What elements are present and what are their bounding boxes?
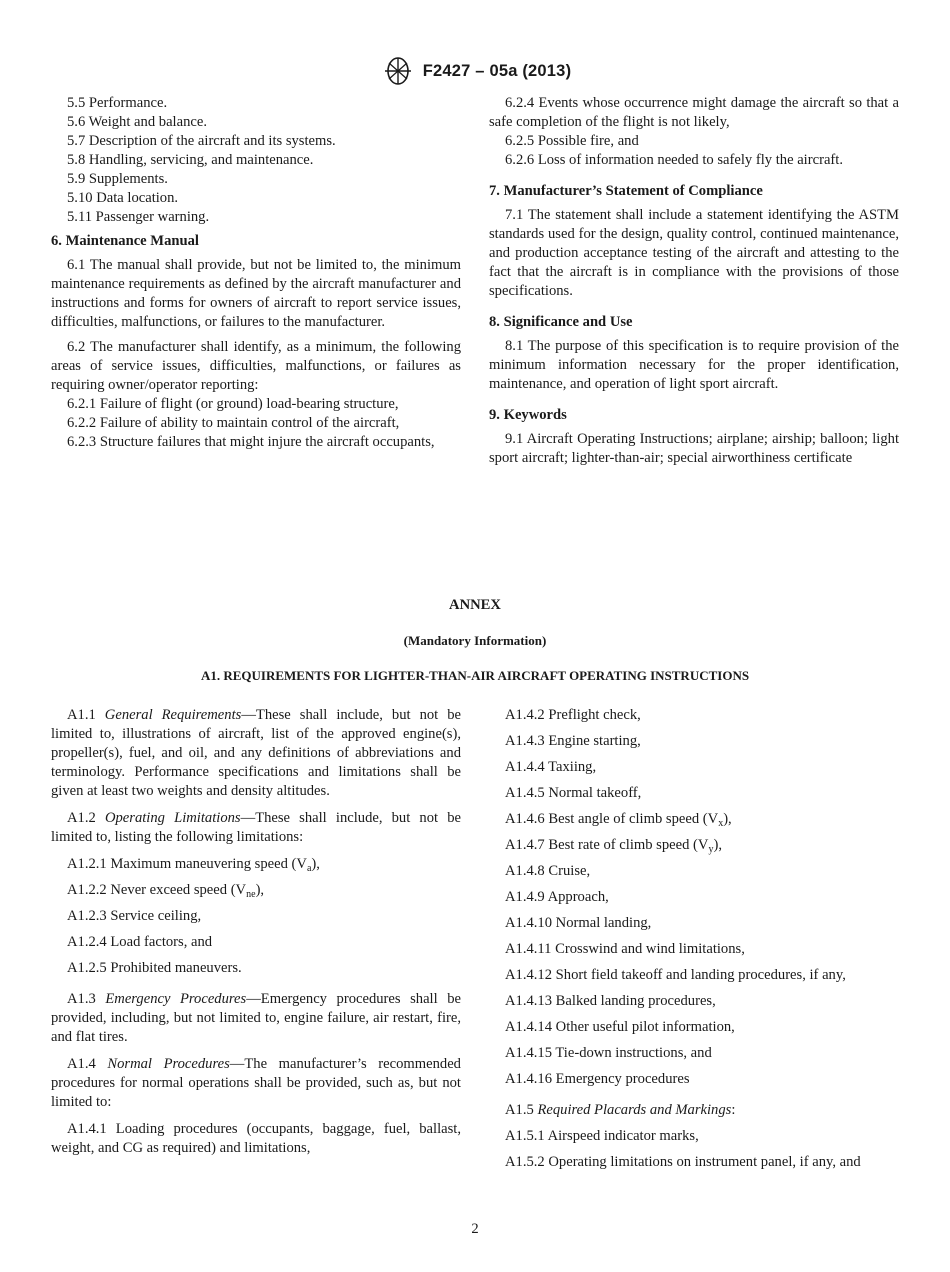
paragraph-6-2-5: 6.2.5 Possible fire, and: [505, 133, 639, 149]
list-item: A1.4.16 Emergency procedures: [505, 1071, 690, 1087]
paragraph-a1-3: A1.3 Emergency Procedures—Emergency procedures shall be provided, including, but not limited to, engine failure, air restart, fire, and flat tires.: [51, 991, 461, 1045]
list-item: A1.5.1 Airspeed indicator marks,: [505, 1128, 699, 1144]
paragraph-a1-1: A1.1 General Requirements—These shall include, but not be limited to, illustrations of aircraft, list of the approved engine(s), propeller(s), fuel, and oil, and any definitions of abbreviations and terminology. Performance specifications and limitations shall be given at least two weights and density altitudes.: [51, 707, 461, 799]
right-column: [489, 94, 899, 474]
list-item: 5.7 Description of the aircraft and its systems.: [67, 133, 336, 149]
list-item: A1.4.8 Cruise,: [505, 863, 591, 879]
list-item: 5.11 Passenger warning.: [67, 209, 210, 225]
list-item: A1.4.15 Tie-down instructions, and: [505, 1045, 712, 1061]
list-item: A1.4.2 Preflight check,: [505, 707, 641, 723]
paragraph-6-2-1: 6.2.1 Failure of flight (or ground) load-bearing structure,: [67, 396, 399, 412]
list-item: A1.2.5 Prohibited maneuvers.: [67, 960, 242, 976]
list-item: A1.4.11 Crosswind and wind limitations,: [505, 941, 745, 957]
list-item: A1.4.3 Engine starting,: [505, 733, 641, 749]
paragraph-a1-4: A1.4 Normal Procedures—The manufacturer’s recommended procedures for normal operations shall be provided, such as, but not limited to:: [51, 1056, 461, 1110]
astm-logo-icon: [379, 56, 417, 86]
section-7-heading: 7. Manufacturer’s Statement of Compliance: [489, 183, 763, 199]
list-item: A1.4.14 Other useful pilot information,: [505, 1019, 735, 1035]
list-item: A1.2.4 Load factors, and: [67, 934, 213, 950]
paragraph-9-1: 9.1 Aircraft Operating Instructions; airplane; airship; balloon; light sport aircraft; lighter-than-air; special airworthiness certificate: [489, 431, 899, 466]
list-item: 5.8 Handling, servicing, and maintenance.: [67, 152, 314, 168]
list-item: 5.6 Weight and balance.: [67, 114, 207, 130]
list-item: 5.9 Supplements.: [67, 171, 168, 187]
paragraph-a1-4-1: A1.4.1 Loading procedures (occupants, baggage, fuel, ballast, weight, and CG as required) and limitations,: [51, 1121, 461, 1156]
paragraph-6-2-2: 6.2.2 Failure of ability to maintain control of the aircraft,: [67, 415, 400, 431]
list-item: A1.4.12 Short field takeoff and landing procedures, if any,: [505, 967, 846, 983]
annex-subtitle: (Mandatory Information): [403, 633, 547, 648]
page-header: [0, 56, 950, 86]
list-item: A1.4.5 Normal takeoff,: [505, 785, 642, 801]
list-item: A1.2.2 Never exceed speed $(V_{ne})$,: [67, 882, 265, 900]
left-column: [51, 94, 461, 452]
list-item: A1.4.7 Best rate of climb speed $(V_y)$,: [505, 837, 722, 855]
paragraph-a1-2: A1.2 Operating Limitations—These shall include, but not be limited to, listing the following limitations:: [51, 810, 462, 845]
list-item: 5.5 Performance.: [67, 95, 168, 111]
paragraph-6-2: 6.2 The manufacturer shall identify, as a minimum, the following areas of service issues, difficulties, malfunctions, or failures as requiring owner/operator reporting:: [51, 339, 461, 393]
list-item: A1.4.9 Approach,: [505, 889, 609, 905]
paragraph-8-1: 8.1 The purpose of this specification is to require provision of the minimum information necessary for the proper identification, maintenance, and operation of light sport aircraft.: [489, 338, 899, 392]
paragraph-6-2-6: 6.2.6 Loss of information needed to safely fly the aircraft.: [505, 152, 843, 168]
list-item: 5.10 Data location.: [67, 190, 179, 206]
paragraph-a1-5-2: A1.5.2 Operating limitations on instrument panel, if any, and: [505, 1154, 861, 1170]
list-item: A1.4.4 Taxiing,: [505, 759, 597, 775]
paragraph-6-2-3: 6.2.3 Structure failures that might injure the aircraft occupants,: [67, 434, 435, 450]
list-item: A1.2.3 Service ceiling,: [67, 908, 202, 924]
section-6-heading: 6. Maintenance Manual: [51, 233, 199, 249]
section-8-heading: 8. Significance and Use: [489, 314, 633, 330]
section-9-heading: 9. Keywords: [489, 407, 567, 423]
annex-a1-heading: A1. REQUIREMENTS FOR LIGHTER-THAN-AIR AIRCRAFT OPERATING INSTRUCTIONS: [200, 668, 750, 683]
list-item: A1.4.10 Normal landing,: [505, 915, 652, 931]
page-number: 2: [471, 1221, 479, 1237]
document-designation: F2427 – 05a (2013): [422, 61, 572, 80]
list-item: A1.4.6 Best angle of climb speed $(V_x)$,: [505, 811, 732, 829]
paragraph-a1-5: A1.5 Required Placards and Markings:: [505, 1102, 736, 1118]
list-item: A1.4.13 Balked landing procedures,: [505, 993, 716, 1009]
annex-left-column: [51, 706, 461, 1166]
paragraph-6-2-4: 6.2.4 Events whose occurrence might damage the aircraft so that a safe completion of the flight is not likely,: [489, 95, 899, 130]
annex-title: ANNEX: [449, 597, 501, 613]
annex-right-column: [489, 706, 899, 1180]
paragraph-7-1: 7.1 The statement shall include a statement identifying the ASTM standards used for the design, quality control, continued maintenance, and production acceptance testing of the aircraft and attesting to the fact that the aircraft is in compliance with the provisions of those specifications.: [489, 207, 899, 299]
list-item: A1.2.1 Maximum maneuvering speed $(V_a)$,: [67, 856, 320, 874]
paragraph-6-1: 6.1 The manual shall provide, but not be limited to, the minimum maintenance requirements as defined by the aircraft manufacturer and instructions and forms for owners of aircraft to report service issues, difficulties, malfunctions, or failures to the manufacturer.: [51, 257, 461, 330]
